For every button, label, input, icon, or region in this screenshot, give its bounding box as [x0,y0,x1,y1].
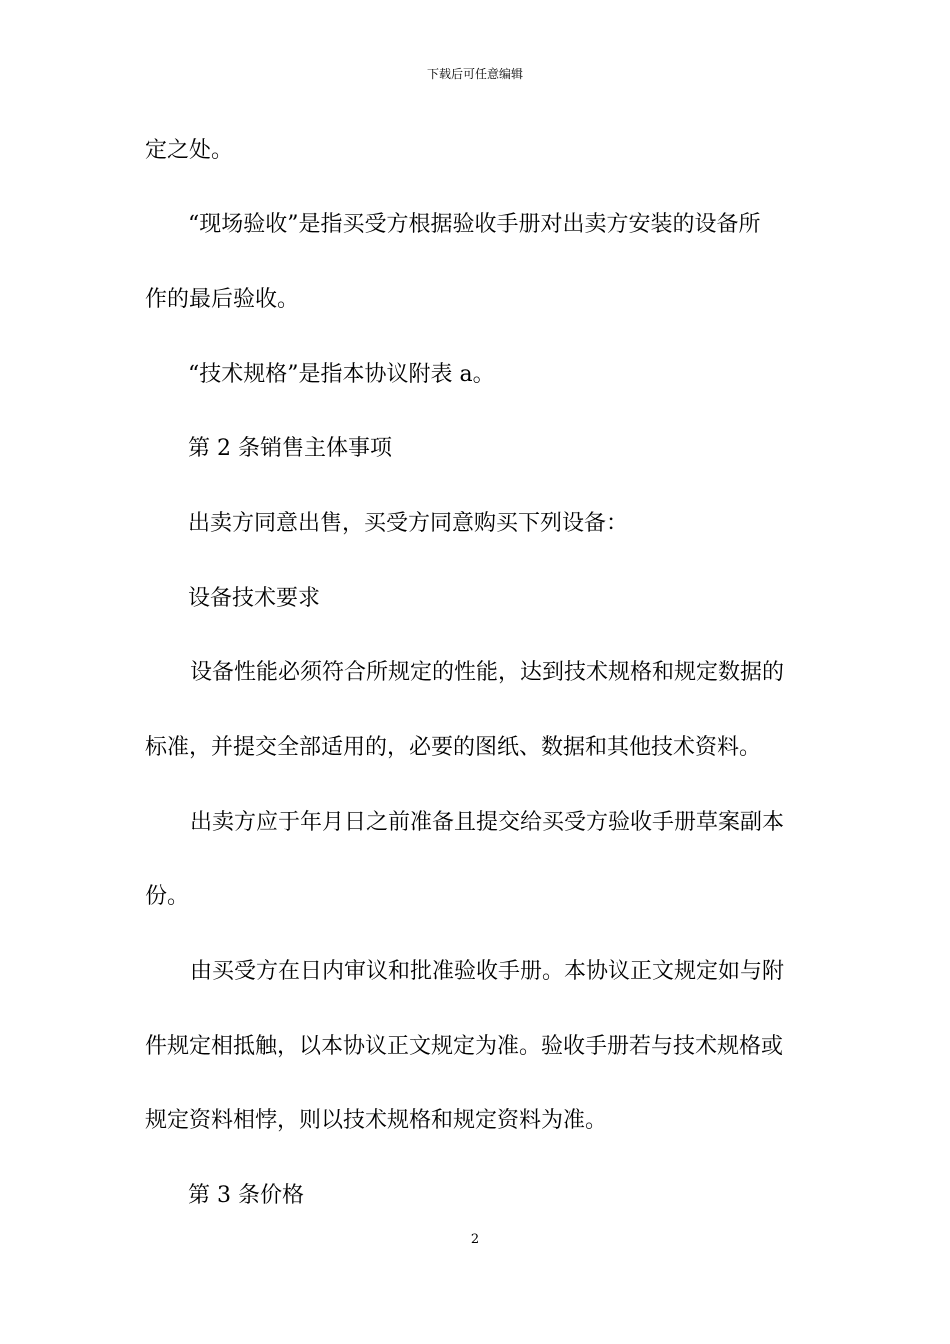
body-line: 作的最后验收。 [145,287,300,312]
section-heading: 第 3 条价格 [188,1183,304,1208]
body-line: 规定资料相悖，则以技术规格和规定资料为准。 [145,1108,608,1133]
subsection-heading: 设备技术要求 [188,586,321,611]
body-line: 出卖方应于年月日之前准备且提交给买受方验收手册草案副本 [190,810,785,835]
body-line: “技术规格”是指本协议附表 a。 [188,362,495,387]
body-line: “现场验收”是指买受方根据验收手册对出卖方安装的设备所 [188,212,761,237]
body-line: 由买受方在日内审议和批准验收手册。本协议正文规定如与附 [190,959,785,984]
body-line: 件规定相抵触，以本协议正文规定为准。验收手册若与技术规格或 [145,1034,784,1059]
page-header: 下载后可任意编辑 [426,67,523,81]
section-heading: 第 2 条销售主体事项 [188,436,392,461]
body-line: 标准，并提交全部适用的，必要的图纸、数据和其他技术资料。 [145,735,762,760]
body-line: 定之处。 [145,138,234,163]
body-line: 份。 [145,884,190,909]
body-line: 设备性能必须符合所规定的性能，达到技术规格和规定数据的 [190,660,785,685]
body-line: 出卖方同意出售，买受方同意购买下列设备： [188,511,629,536]
page-number: 2 [470,1232,480,1247]
